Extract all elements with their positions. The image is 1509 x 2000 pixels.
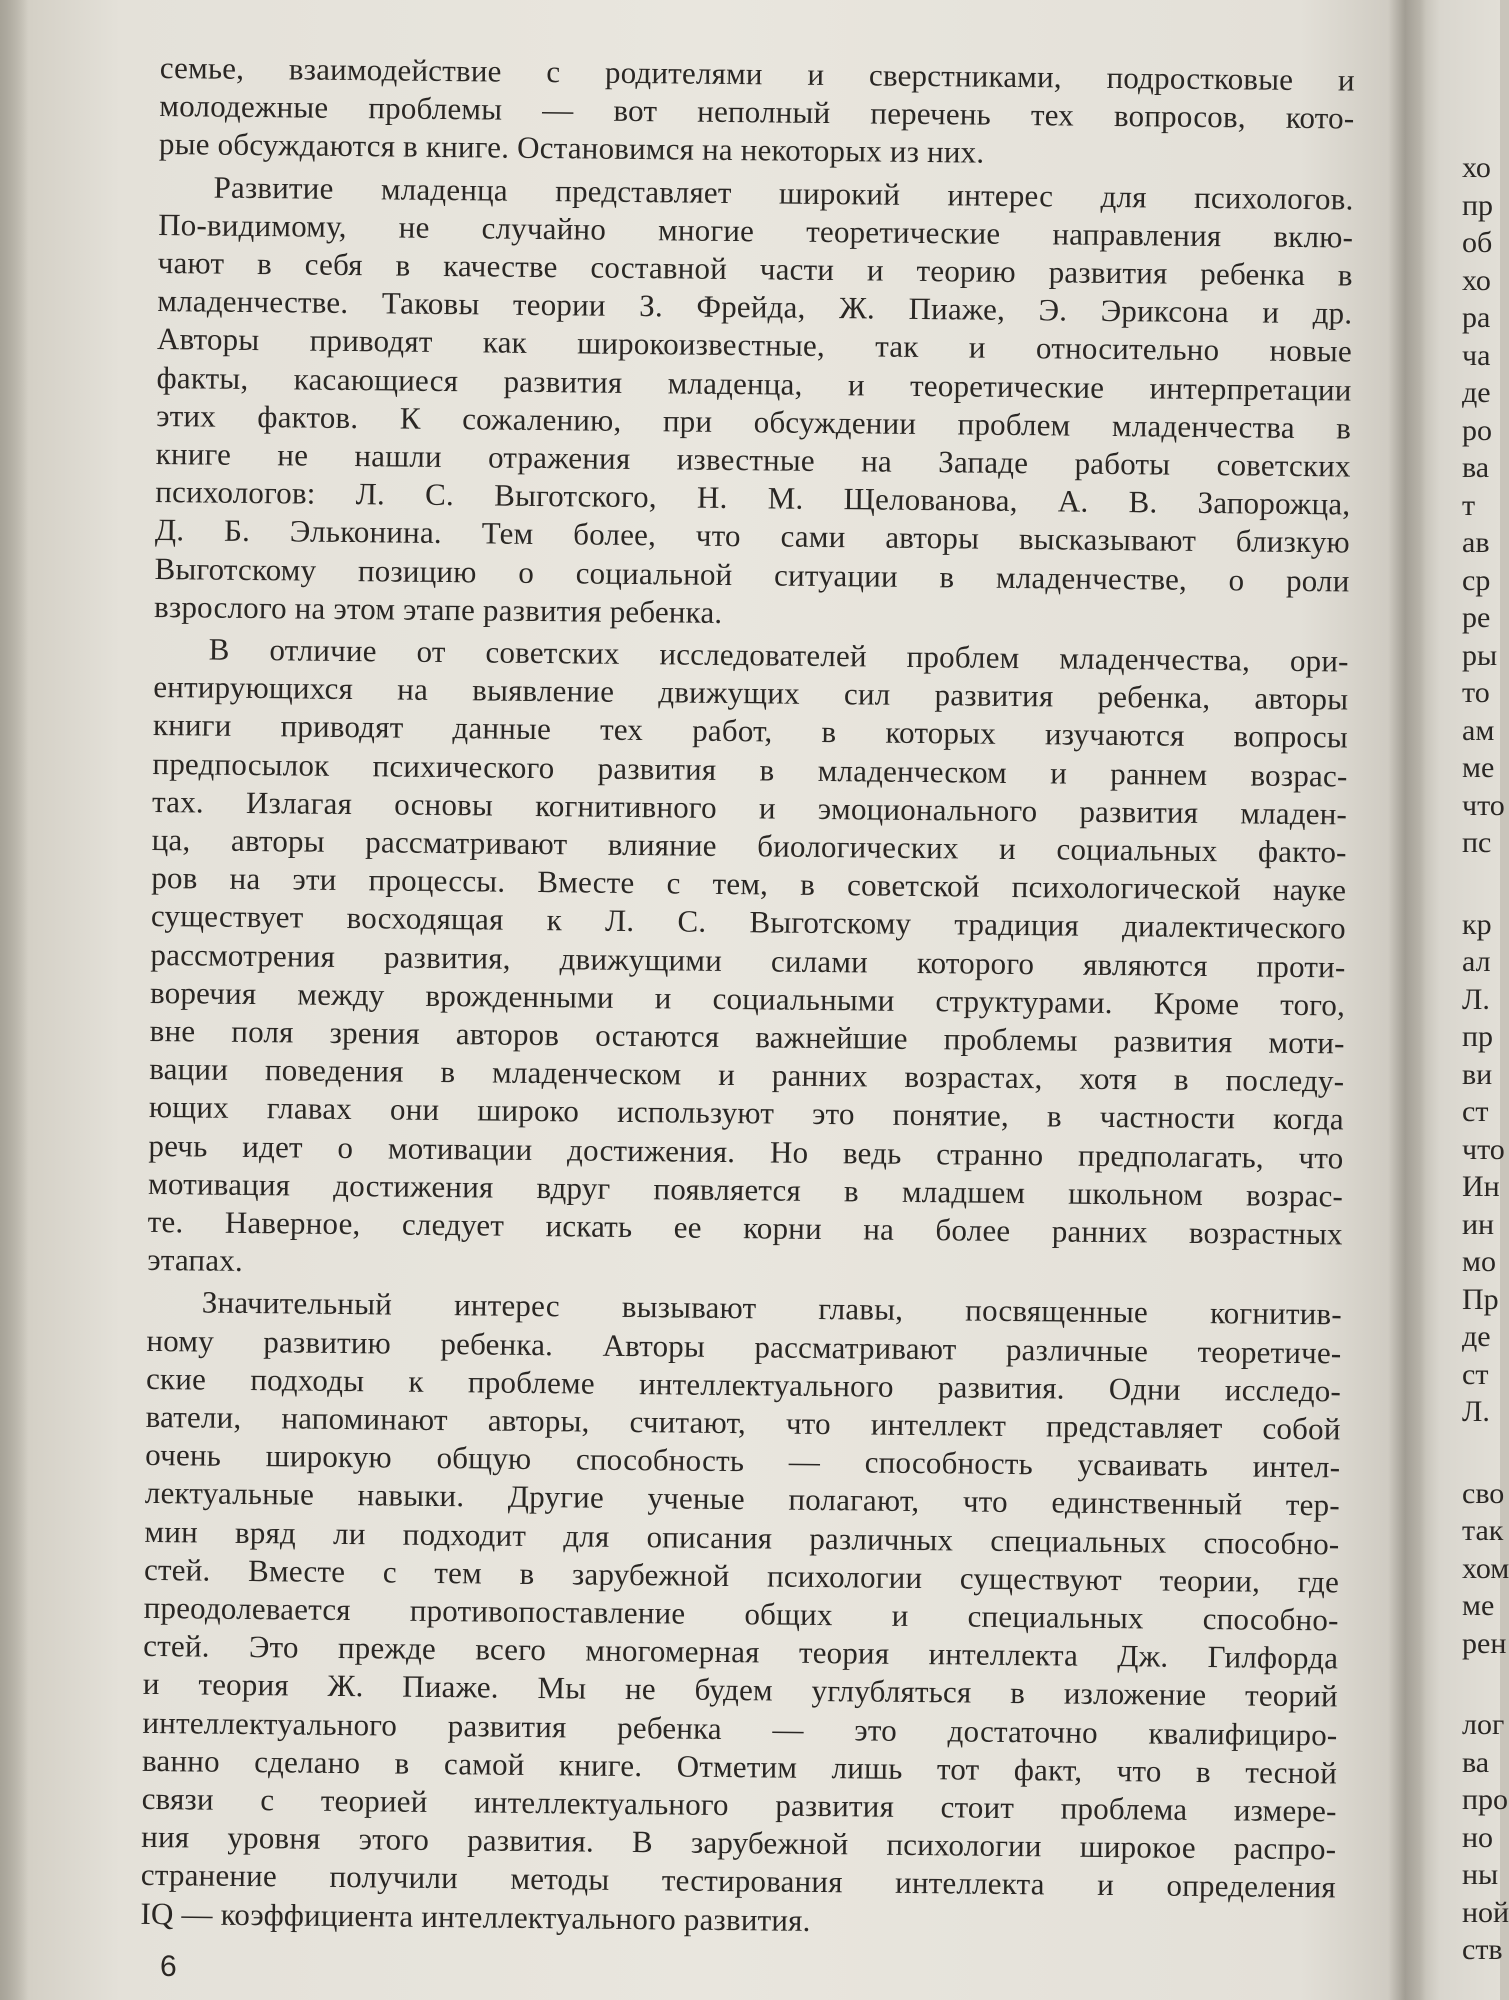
adjacent-page-fragment: де (1462, 1320, 1491, 1353)
adjacent-page-fragment: про (1462, 1783, 1509, 1816)
text-line: психологов: Л. С. Выготского, Н. М. Щелованова, А. В. Запорожца, (155, 474, 1351, 522)
adjacent-page-fragment: так (1462, 1514, 1504, 1547)
adjacent-page-fragment: ны (1462, 1858, 1499, 1891)
adjacent-page-fragment: что (1462, 1132, 1505, 1166)
text-line: существует восходящая к Л. С. Выготскому традиция диалектического (150, 898, 1347, 946)
adjacent-page-fragment: ам (1462, 713, 1495, 747)
text-line: ному развитию ребенка. Авторы рассматривают различные теоретиче- (146, 1322, 1342, 1371)
text-line: книге не нашли отражения известные на Западе работы советских (155, 435, 1351, 484)
text-line: ров на эти процессы. Вместе с тем, в советской психологической науке (151, 860, 1347, 908)
adjacent-page-edge (1462, 150, 1509, 2000)
text-line: лектуальные навыки. Другие ученые полагают, что единственный тер- (144, 1475, 1341, 1523)
text-line: стей. Вместе с тем в зарубежной психологии существуют теории, где (143, 1551, 1340, 1600)
text-line: мин вряд ли подходит для описания различных специальных способно- (144, 1513, 1340, 1562)
book-gutter (1388, 0, 1426, 2000)
adjacent-page-fragment: кр (1462, 907, 1492, 941)
adjacent-page-fragment: ср (1462, 563, 1491, 597)
text-line: ские подходы к проблеме интеллектуального развития. Одни исследо- (145, 1360, 1342, 1409)
adjacent-page-fragment: пр (1462, 1020, 1494, 1053)
text-line: факты, касающиеся развития младенца, и теоретические интерпретации (156, 359, 1352, 408)
adjacent-page-fragment: мо (1462, 1245, 1496, 1278)
adjacent-page-fragment: хом (1462, 1551, 1509, 1585)
adjacent-page-fragment: ва (1462, 451, 1490, 484)
adjacent-page-fragment: сво (1462, 1476, 1505, 1510)
adjacent-page-fragment: хо (1462, 151, 1491, 184)
text-line: В отличие от советских исследователей проблем младенчества, ори- (208, 631, 1349, 679)
text-line: мотивация достижения вдруг появляется в младшем школьном возрас- (147, 1165, 1344, 1214)
adjacent-page-fragment: об (1462, 226, 1493, 259)
text-line: взрослого на этом этапе развития ребенка. (153, 588, 723, 630)
adjacent-page-fragment: ча (1462, 338, 1491, 372)
adjacent-page-fragment: ал (1462, 945, 1491, 978)
adjacent-page-fragment: что (1462, 788, 1505, 822)
adjacent-page-fragment: ной (1462, 1895, 1509, 1929)
text-line: ния уровня этого развития. В зарубежной психологии широкое распро- (141, 1819, 1337, 1867)
text-line: чают в себя в качестве составной части и теорию развития ребенка в (157, 244, 1353, 293)
text-line: речь идет о мотивации достижения. Но ведь странно предполагать, что (148, 1127, 1344, 1176)
text-line: ватели, напоминают авторы, считают, что интеллект представляет собой (145, 1398, 1341, 1447)
adjacent-page-fragment: де (1462, 376, 1491, 409)
text-line: ца, авторы рассматривают влияние биологических и социальных факто- (151, 821, 1347, 870)
adjacent-page-fragment: ра (1462, 301, 1491, 334)
text-line: семье, взаимодействие с родителями и сверстниками, подростковые и (159, 50, 1355, 98)
text-line: ентирующихся на выявление движущих сил развития ребенка, авторы (153, 669, 1349, 717)
text-line: ющих главах они широко используют это понятие, в частности когда (148, 1089, 1345, 1137)
adjacent-page-fragment: ре (1462, 601, 1491, 634)
text-line: странение получили методы тестирования интеллекта и определения (140, 1857, 1337, 1905)
adjacent-page-fragment: ин (1462, 1207, 1495, 1241)
adjacent-page-fragment: рен (1462, 1626, 1507, 1660)
text-line: тах. Излагая основы когнитивного и эмоционального развития младен- (151, 783, 1348, 832)
text-line: рассмотрения развития, движущими силами которого являются проти- (150, 936, 1346, 985)
text-line: этих фактов. К сожалению, при обсуждении проблем младенчества в (155, 397, 1352, 446)
adjacent-page-fragment: ва (1462, 1745, 1490, 1779)
text-line: Значительный интерес вызывают главы, посвященные когнитив- (201, 1284, 1343, 1332)
adjacent-page-fragment: лог (1462, 1708, 1505, 1741)
adjacent-page-fragment: ме (1462, 1589, 1495, 1622)
adjacent-page-fragment: пс (1462, 826, 1492, 859)
text-line: IQ — коэффициента интеллектуального развития. (140, 1895, 811, 1938)
text-line: интеллектуального развития ребенка — это достаточно квалифициро- (142, 1704, 1338, 1753)
text-line: младенчестве. Таковы теории З. Фрейда, Ж. Пиаже, Э. Эриксона и др. (157, 283, 1353, 331)
text-line: связи с теорией интеллектуального развития стоит проблема измере- (141, 1780, 1337, 1829)
book-page (140, 50, 1355, 1992)
text-line: этапах. (147, 1242, 244, 1279)
adjacent-page-fragment: ств (1462, 1933, 1503, 1966)
adjacent-page-fragment: Л. (1462, 1395, 1490, 1428)
adjacent-page-fragment: ро (1462, 413, 1492, 447)
text-line: преодолевается противопоставление общих и специальных способно- (143, 1589, 1339, 1638)
adjacent-page-fragment: Пр (1462, 1282, 1499, 1316)
text-line: и теория Ж. Пиаже. Мы не будем углубляться в изложение теорий (142, 1666, 1339, 1714)
text-line: ванно сделано в самой книге. Отметим лишь тот факт, что в тесной (141, 1742, 1338, 1791)
adjacent-page-fragment: ст (1462, 1095, 1489, 1128)
text-line: предпосылок психического развития в младенческом и раннем возрас- (152, 745, 1348, 794)
left-page-edge-shadow (0, 0, 28, 2000)
text-line: воречия между врожденными и социальными структурами. Кроме того, (149, 974, 1346, 1023)
text-line: Развитие младенца представляет широкий интерес для психологов. (213, 169, 1354, 217)
adjacent-page-fragment: ме (1462, 751, 1495, 784)
adjacent-page-fragment: пр (1462, 188, 1494, 222)
adjacent-page-fragment: Л. (1462, 982, 1490, 1016)
text-line: Выготскому позицию о социальной ситуации в младенчестве, о роли (154, 550, 1350, 599)
adjacent-page-fragment: Ин (1462, 1170, 1500, 1203)
text-line: По-видимому, не случайно многие теоретические направления вклю- (157, 206, 1354, 255)
adjacent-page-fragment: хо (1462, 263, 1491, 297)
text-line: стей. Это прежде всего многомерная теория интеллекта Дж. Гилфорда (143, 1628, 1339, 1676)
text-line: молодежные проблемы — вот неполный перечень тех вопросов, кото- (159, 88, 1355, 136)
adjacent-page-fragment: но (1462, 1820, 1494, 1854)
adjacent-page-fragment: т (1462, 488, 1476, 522)
adjacent-page-fragment: ав (1462, 526, 1490, 559)
text-line: вне поля зрения авторов остаются важнейшие проблемы развития моти- (149, 1012, 1345, 1061)
text-line: Авторы приводят как широкоизвестные, так и относительно новые (156, 321, 1353, 369)
text-line: те. Наверное, следует искать ее корни на более ранних возрастных (147, 1203, 1343, 1252)
text-line: книги приводят данные тех работ, в которых изучаются вопросы (152, 707, 1349, 755)
adjacent-page-fragment: то (1462, 676, 1490, 709)
page-number: 6 (160, 1950, 177, 1983)
text-line: рые обсуждаются в книге. Остановимся на некоторых из них. (158, 126, 985, 171)
text-line: вации поведения в младенческом и ранних возрастах, хотя в последу- (149, 1051, 1345, 1099)
text-line: очень широкую общую способность — способность усваивать интел- (145, 1437, 1341, 1485)
adjacent-page-fragment: ст (1462, 1357, 1489, 1391)
adjacent-page-fragment: ви (1462, 1057, 1493, 1091)
adjacent-page-fragment: ры (1462, 638, 1498, 672)
text-line: Д. Б. Эльконина. Тем более, что сами авторы высказывают близкую (154, 512, 1351, 560)
